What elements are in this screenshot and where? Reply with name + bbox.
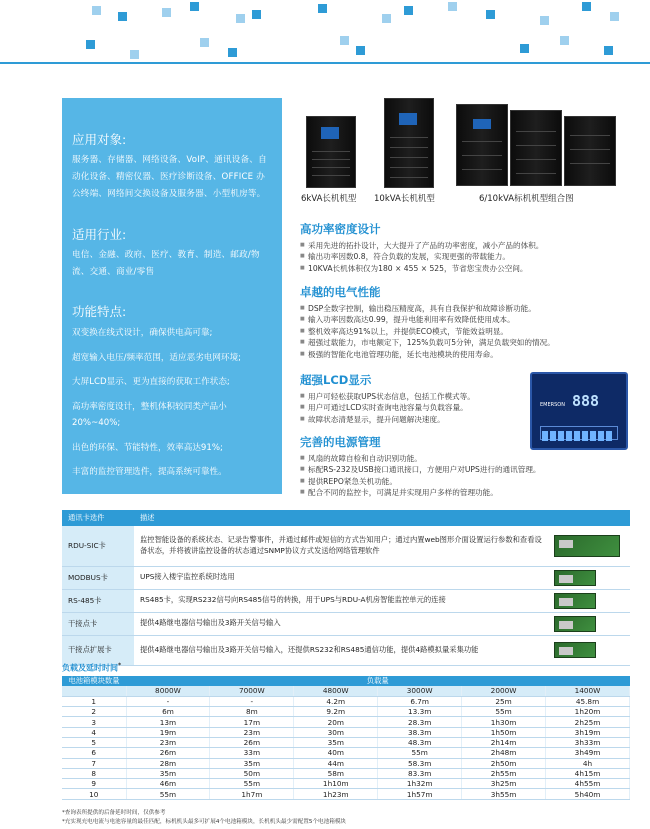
module-name: RDU-SIC卡 <box>62 526 134 566</box>
table-row <box>62 696 630 706</box>
backup-table-title <box>62 662 121 674</box>
backup-time-cell: 35m <box>210 758 294 768</box>
table-row <box>62 717 630 727</box>
table-row <box>62 635 630 665</box>
backup-title-text: 负载及延时时间 <box>62 663 118 673</box>
feature-bullet: ■ DSP全数字控制，输出稳压精度高，具有自我保护和故障诊断功能。 <box>300 303 630 314</box>
table-row <box>62 758 630 768</box>
feature-section-lcd <box>300 372 525 425</box>
backup-time-cell: 35m <box>126 768 210 778</box>
lcd-bars <box>540 426 618 440</box>
backup-time-cell: 1h32m <box>378 779 462 789</box>
module-name: MODBUS卡 <box>62 566 134 589</box>
backup-time-cell: 23m <box>210 727 294 737</box>
backup-time-cell: 46m <box>126 779 210 789</box>
backup-time-cell: 50m <box>210 768 294 778</box>
left-info-panel <box>62 98 282 494</box>
backup-time-cell: 58m <box>294 768 378 778</box>
backup-time-cell: 2h25m <box>546 717 630 727</box>
backup-time-cell: 38.3m <box>378 727 462 737</box>
module-table <box>62 510 630 666</box>
battery-count-cell: 1 <box>62 696 126 706</box>
battery-count-cell: 5 <box>62 737 126 747</box>
battery-count-cell: 10 <box>62 789 126 799</box>
application-title: 应用对象: <box>72 132 127 147</box>
table-row <box>62 789 630 799</box>
battery-count-cell: 9 <box>62 779 126 789</box>
backup-time-cell: 17m <box>210 717 294 727</box>
caption-rack: 6/10kVA标机机型组合图 <box>479 194 574 204</box>
module-desc: 提供4路继电器信号输出及3路开关信号输入，还提供RS232和RS485通信功能，提供4路模拟量采集功能 <box>134 635 548 665</box>
load-value: 1400W <box>546 686 630 696</box>
backup-time-cell: 55m <box>210 779 294 789</box>
backup-time-cell: 2h14m <box>462 737 546 747</box>
backup-time-cell: - <box>210 696 294 706</box>
features-title: 功能特点: <box>72 304 127 319</box>
module-desc: UPS接入楼宇监控系统时选用 <box>134 566 548 589</box>
application-text: 服务器、存储器、网络设备、VoIP、通讯设备、自动化设备、精密仪器、医疗诊断设备、OFFICE 办公终端、网络间交换设备及服务器、小型机房等。 <box>72 155 267 199</box>
backup-time-cell: 1h20m <box>546 707 630 717</box>
feature-section-density <box>300 221 630 274</box>
backup-time-cell: 9.2m <box>294 707 378 717</box>
feature-title: 超强LCD显示 <box>300 373 372 387</box>
table-row <box>62 779 630 789</box>
backup-time-cell: 35m <box>294 737 378 747</box>
feature-item: 出色的环保、节能特性，效率高达91%; <box>72 442 223 453</box>
module-name: 干接点卡 <box>62 612 134 635</box>
feature-bullet: ■ 标配RS-232及USB接口通讯接口，方便用户对UPS进行的通讯管理。 <box>300 464 630 475</box>
backup-time-cell: 1h50m <box>462 727 546 737</box>
backup-time-cell: 1h30m <box>462 717 546 727</box>
battery-count-cell: 4 <box>62 727 126 737</box>
backup-time-cell: 33m <box>210 748 294 758</box>
backup-time-cell: 13.3m <box>378 707 462 717</box>
load-value: 8000W <box>126 686 210 696</box>
feature-section-electrical <box>300 284 630 360</box>
backup-time-cell: 58.3m <box>378 758 462 768</box>
feature-bullet: ■ 故障状态清楚显示，提升问题解决速度。 <box>300 414 525 425</box>
backup-time-cell: 3h55m <box>462 789 546 799</box>
load-value: 3000W <box>378 686 462 696</box>
card-image <box>548 589 630 612</box>
feature-title: 完善的电源管理 <box>300 435 381 449</box>
feature-bullet: ■ 用户可通过LCD实时查询电池容量与负载容量。 <box>300 402 525 413</box>
battery-count-cell: 7 <box>62 758 126 768</box>
backup-time-cell: 40m <box>294 748 378 758</box>
features-section <box>72 303 272 481</box>
backup-time-cell: 3h49m <box>546 748 630 758</box>
feature-bullet: ■ 输出功率因数0.8，符合负载的发展，实现更强的带载能力。 <box>300 251 630 262</box>
feature-bullet: ■ 10KVA长机体积仅为180 × 455 × 525，节省您宝贵办公空间。 <box>300 263 630 274</box>
backup-time-cell: 8m <box>210 707 294 717</box>
feature-title: 卓越的电气性能 <box>300 285 381 299</box>
backup-time-cell: 83.3m <box>378 768 462 778</box>
backup-time-cell: 6m <box>126 707 210 717</box>
header-load: 负载量 <box>126 676 630 686</box>
backup-time-cell: 23m <box>126 737 210 747</box>
industry-section <box>72 225 272 281</box>
backup-time-cell: 4.2m <box>294 696 378 706</box>
feature-bullet: ■ 整机效率高达91%以上，并提供ECO模式，节能效益明显。 <box>300 326 630 337</box>
backup-time-cell: - <box>126 696 210 706</box>
header-decoration <box>0 0 650 64</box>
card-image <box>548 566 630 589</box>
backup-time-cell: 3h33m <box>546 737 630 747</box>
table-row <box>62 737 630 747</box>
backup-time-cell: 55m <box>462 707 546 717</box>
table-row <box>62 707 630 717</box>
table-row <box>62 768 630 778</box>
backup-time-cell: 45.8m <box>546 696 630 706</box>
backup-time-cell: 4h <box>546 758 630 768</box>
module-header-name: 通讯卡选件 <box>62 510 134 526</box>
backup-time-cell: 28.3m <box>378 717 462 727</box>
load-value: 4800W <box>294 686 378 696</box>
application-section <box>72 130 272 203</box>
backup-time-cell: 4h55m <box>546 779 630 789</box>
feature-bullet: ■ 超强过载能力，市电额定下，125%负载可5分钟，满足负载突如的情况。 <box>300 337 630 348</box>
load-header-row <box>62 686 630 696</box>
ups-rack-combo-image <box>510 110 562 186</box>
table-notes <box>62 809 346 827</box>
card-image <box>548 612 630 635</box>
industry-title: 适用行业: <box>72 227 127 242</box>
feature-bullet: ■ 配合不同的监控卡，可满足并实现用户多样的管理功能。 <box>300 487 630 498</box>
feature-bullet: ■ 用户可轻松获取UPS状态信息，包括工作模式等。 <box>300 391 525 402</box>
table-row <box>62 589 630 612</box>
table-row <box>62 748 630 758</box>
ups-10kva-image <box>384 98 434 188</box>
backup-time-cell: 25m <box>462 696 546 706</box>
battery-count-cell: 6 <box>62 748 126 758</box>
table-row <box>62 566 630 589</box>
feature-item: 丰富的监控管理选件，提高系统可靠性。 <box>72 467 227 477</box>
backup-time-cell: 26m <box>126 748 210 758</box>
caption-10kva: 10kVA长机机型 <box>374 194 435 204</box>
backup-time-cell: 55m <box>378 748 462 758</box>
feature-item: 超宽输入电压/频率范围，适应恶劣电网环境; <box>72 352 242 363</box>
load-value: 2000W <box>462 686 546 696</box>
feature-bullet: ■ 提供REPO紧急关机功能。 <box>300 476 630 487</box>
backup-time-cell: 1h10m <box>294 779 378 789</box>
feature-bullet: ■ 极强的智能化电池管理功能，延长电池模块的使用寿命。 <box>300 349 630 360</box>
module-name: 干接点扩展卡 <box>62 635 134 665</box>
backup-time-cell: 3h25m <box>462 779 546 789</box>
note: *查询表所提供的后备延时时间，仅供参考 <box>62 810 166 816</box>
backup-time-cell: 48.3m <box>378 737 462 747</box>
backup-time-cell: 19m <box>126 727 210 737</box>
backup-time-cell: 2h50m <box>462 758 546 768</box>
caption-6kva: 6kVA长机机型 <box>301 194 357 204</box>
backup-time-cell: 5h40m <box>546 789 630 799</box>
lcd-display-image <box>530 372 628 450</box>
backup-time-cell: 1h23m <box>294 789 378 799</box>
feature-bullet: ■ 输入功率因数高达0.99，提升电能利用率有效降低使用成本。 <box>300 314 630 325</box>
backup-title-mark: * <box>118 662 122 669</box>
feature-title: 高功率密度设计 <box>300 222 381 236</box>
card-image <box>548 526 630 566</box>
industry-text: 电信、金融、政府、医疗、教育、制造、邮政/物流、交通、商业/零售 <box>72 250 260 277</box>
backup-time-cell: 2h48m <box>462 748 546 758</box>
header-battery-count: 电池箱模块数量 <box>62 676 126 686</box>
table-row <box>62 612 630 635</box>
backup-time-cell: 55m <box>126 789 210 799</box>
backup-time-cell: 1h7m <box>210 789 294 799</box>
feature-item: 大屏LCD显示、更为直接的获取工作状态; <box>72 377 230 387</box>
backup-time-cell: 28m <box>126 758 210 768</box>
module-desc: 监控智能设备的系统状态、记录告警事件，并通过邮件或短信的方式告知用户；通过内置web图形介面设置运行参数和查看设备状态，并将被讲监控设备的状态通过SNMP协议方式发送给网络管理软件 <box>134 526 548 566</box>
backup-time-table <box>62 676 630 800</box>
load-value: 7000W <box>210 686 294 696</box>
lcd-brand: EMERSON <box>540 402 565 408</box>
backup-time-cell: 30m <box>294 727 378 737</box>
ups-rack-combo-image <box>456 104 508 186</box>
feature-item: 高功率密度设计，整机体积较同类产品小20%~40%; <box>72 401 227 428</box>
backup-time-cell: 3h19m <box>546 727 630 737</box>
table-row <box>62 727 630 737</box>
ups-6kva-image <box>306 116 356 188</box>
feature-bullet: ■ 风扇的故障自检和自动识别功能。 <box>300 453 630 464</box>
card-image <box>548 635 630 665</box>
backup-time-cell: 44m <box>294 758 378 768</box>
backup-time-cell: 1h57m <box>378 789 462 799</box>
battery-count-cell: 2 <box>62 707 126 717</box>
feature-bullet: ■ 采用先进的拓扑设计，大大提升了产品的功率密度，减小产品的体积。 <box>300 240 630 251</box>
battery-count-cell: 8 <box>62 768 126 778</box>
lcd-digits: 888 <box>572 392 600 410</box>
module-name: RS-485卡 <box>62 589 134 612</box>
feature-item: 双变换在线式设计，确保供电高可靠; <box>72 328 213 338</box>
backup-time-cell: 13m <box>126 717 210 727</box>
note: *充实现充电电流与电池容量的最佳匹配，标机机头最多可扩展4个电池箱模块，长机机头最少需配置5个电池箱模块 <box>62 819 347 825</box>
module-desc: RS485卡，实现RS232信号向RS485信号的转换，用于UPS与RDU-A机房智能监控单元的连接 <box>134 589 548 612</box>
backup-time-cell: 6.7m <box>378 696 462 706</box>
battery-count-cell: 3 <box>62 717 126 727</box>
ups-rack-combo-image <box>564 116 616 186</box>
backup-time-cell: 2h55m <box>462 768 546 778</box>
backup-time-cell: 20m <box>294 717 378 727</box>
table-row <box>62 526 630 566</box>
backup-time-cell: 26m <box>210 737 294 747</box>
module-desc: 提供4路继电器信号输出及3路开关信号输入 <box>134 612 548 635</box>
module-header-desc: 描述 <box>134 510 630 526</box>
backup-time-cell: 4h15m <box>546 768 630 778</box>
